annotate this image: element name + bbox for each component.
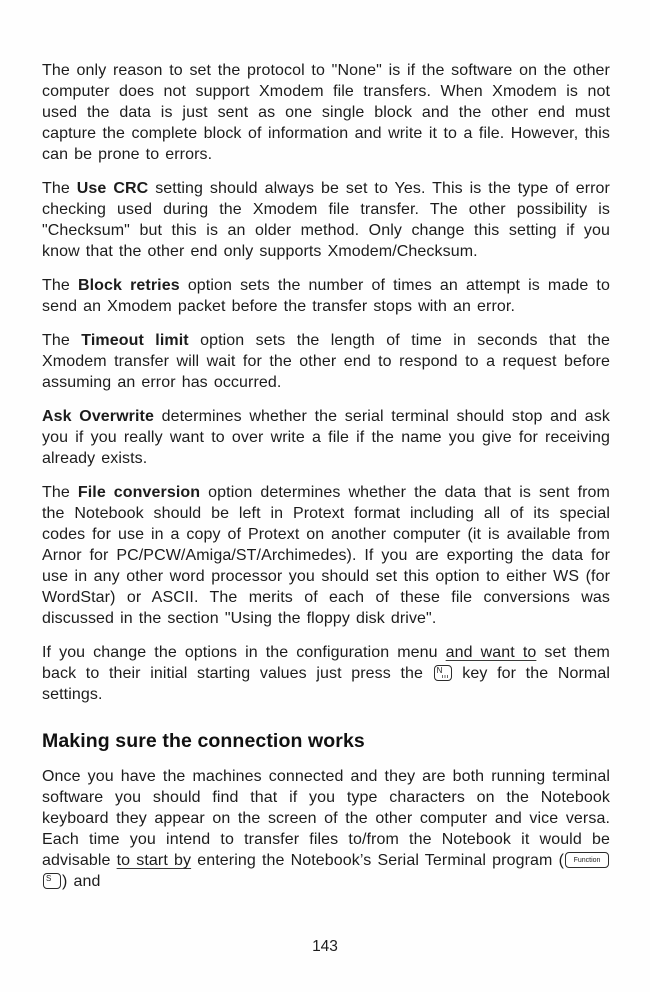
- keycap-label: N: [436, 666, 443, 675]
- body-text: option sets the length of time in seconds that the Xmodem transfer will wait for the other end to respond to a request before assuming an error has occurred.: [42, 332, 610, 391]
- body-text: ) and: [62, 873, 101, 890]
- body-text: The: [42, 180, 77, 197]
- key-s-icon: [43, 873, 61, 889]
- bold-text: File conversion: [77, 484, 201, 501]
- body-text: The: [42, 277, 78, 294]
- underlined-text: and want to: [445, 644, 537, 661]
- paragraph: [42, 482, 610, 629]
- paragraph: [42, 178, 610, 262]
- paragraph: [42, 766, 610, 892]
- body-text: determines whether the serial terminal should stop and ask you if you really want to over write a file if the name you give for receiving already exists.: [42, 408, 610, 467]
- keycap-label: Function: [573, 856, 601, 864]
- paragraph: [42, 406, 610, 469]
- paragraph: [42, 275, 610, 317]
- paragraph: [42, 642, 610, 705]
- body-text: key for the Normal settings.: [42, 665, 610, 703]
- page-number: 143: [312, 938, 338, 955]
- keycap-label: S: [46, 874, 52, 883]
- bold-text: Timeout limit: [81, 332, 189, 349]
- underlined-text: to start by: [116, 852, 192, 869]
- body-text: option sets the number of times an attempt is made to send an Xmodem packet before the transfer stops with an error.: [42, 277, 610, 315]
- body-text: setting should always be set to Yes. This is the type of error checking used during the Xmodem file transfer. The other possibility is "Checksum" but this is an older method. Only change this setting if you know that the other end only supports Xmodem/Checksum.: [42, 180, 610, 260]
- body-text: Once you have the machines connected and they are both running terminal software you should find that if you type characters on the Notebook keyboard they appear on the screen of the other computer and vice versa. Each time you intend to transfer files to/from the Notebook it would be advisable: [42, 768, 610, 869]
- body-text: The: [42, 332, 82, 349]
- bold-text: Use CRC: [76, 180, 149, 197]
- body-text: set them back to their initial starting values just press the: [42, 644, 610, 682]
- key-n-icon: [434, 665, 452, 681]
- key-function-icon: [565, 852, 609, 868]
- body-text: If you change the options in the configuration menu: [42, 644, 446, 661]
- body-text: The: [42, 484, 78, 501]
- bold-text: Block retries: [77, 277, 180, 294]
- section-heading: Making sure the connection works: [42, 730, 365, 752]
- body-text: The only reason to set the protocol to "None" is if the software on the other computer does not support Xmodem file transfers. When Xmodem is not used the data is just sent as one single block and the other end must capture the complete block of information and write it to a file. However, this can be prone to errors.: [42, 62, 610, 163]
- bold-text: Ask Overwrite: [42, 408, 154, 425]
- body-text: entering the Notebook’s Serial Terminal program (: [191, 852, 565, 869]
- body-text: option determines whether the data that is sent from the Notebook should be left in Protext format including all of its special codes for use in a copy of Protext on another computer (it is available from Arnor for PC/PCW/Amiga/ST/Archimedes). If you are exporting the data for use in any other word processor you should set this option to either WS (for WordStar) or ASCII. The merits of each of these file conversions was discussed in the section "Using the floppy disk drive".: [42, 484, 610, 627]
- paragraph: [42, 330, 610, 393]
- paragraph: [42, 60, 610, 165]
